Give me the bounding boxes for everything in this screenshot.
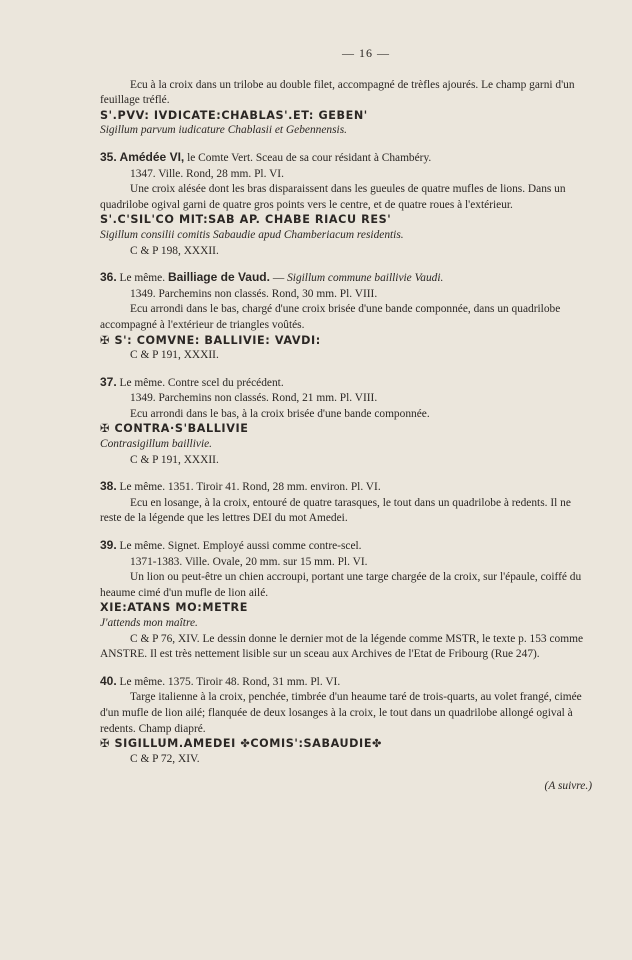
entry-35 [100, 150, 592, 259]
entry-reference: C & P 76, XIV. Le dessin donne le dernier mot de la légende comme MSTR, le texte p. 153 comme ANSTRE. Il est très nettement lisible sur un sceau aux Archives de l'Etat de Fribourg (Rue 247). [100, 632, 583, 661]
entry-description: Ecu en losange, à la croix, entouré de quatre tarasques, le tout dans un quadrilobe à redents. Il ne reste de la légende que les lettres DEI du mot Amedei. [100, 496, 571, 525]
entry-number: 40. [100, 673, 117, 688]
entry-heading [100, 674, 592, 691]
entry-heading [100, 375, 592, 392]
entry-heading [100, 479, 592, 496]
entry-description: Ecu arrondi dans le bas, chargé d'une croix brisée d'une bande componnée, dans un quadrilobe accompagné à l'extérieur de triangles voûtés. [100, 303, 561, 331]
entry-39 [100, 538, 592, 663]
entry-heading-rest: le Comte Vert. Sceau de sa cour résidant à Chambéry. [184, 151, 432, 164]
entry-heading [100, 270, 592, 287]
entry-heading-rest: Le même. Contre scel du précédent. [116, 376, 284, 389]
document-page [100, 46, 592, 795]
entry-heading-rest: Le même. Signet. Employé aussi comme contre-scel. [116, 540, 362, 553]
entry-title: Amédée VI, [119, 149, 185, 164]
entry-legend: XIE:ATANS MO:METRE [100, 601, 249, 615]
entry-translation: Contrasigillum baillivie. [100, 438, 213, 451]
entry-heading-pre: Le même. [116, 272, 168, 285]
entry-number: 35. [100, 149, 117, 164]
entry-translation: J'attends mon maître. [100, 617, 198, 629]
entry-heading [100, 150, 592, 167]
entry-reference: C & P 72, XIV. [130, 752, 200, 765]
entry-description: Targe italienne à la croix, penchée, timbrée d'un heaume taré de trois-quarts, au volet frangé, cimée d'un mufle de lion ailé; flanquée de deux losanges à la croix, le tout dans un quadrilobe allongé ogival à redents. Champ diapré. [100, 691, 582, 735]
intro-block [100, 78, 592, 139]
entry-description: Ecu arrondi dans le bas, à la croix brisée d'une bande componnée. [130, 407, 430, 420]
entry-reference: C & P 198, XXXII. [130, 244, 219, 257]
entry-number: 38. [100, 479, 117, 494]
entry-legend: ✠ CONTRA·S'BALLIVIE [100, 422, 249, 436]
entry-heading-rest: Le même. 1351. Tiroir 41. Rond, 28 mm. environ. Pl. VI. [116, 481, 381, 494]
intro-description: Ecu à la croix dans un trilobe au double filet, accompagné de trèfles ajourés. Le champ garni d'un feuillage tréflé. [100, 78, 575, 107]
entry-translation: Sigillum consilii comitis Sabaudie apud Chamberiacum residentis. [100, 228, 404, 241]
page-number: — 16 — [342, 46, 390, 60]
entry-number: 36. [100, 270, 117, 285]
entry-heading-rest: — [269, 272, 288, 285]
entry-reference: C & P 191, XXXII. [130, 453, 219, 466]
entry-legend: ✠ SIGILLUM.AMEDEI ✤COMIS':SABAUDIE✤ [100, 737, 383, 751]
to-be-continued: (A suivre.) [544, 780, 592, 793]
entry-heading-latin: Sigillum commune baillivie Vaudi. [287, 272, 444, 285]
entry-36 [100, 270, 592, 364]
entry-details: 1349. Parchemins non classés. Rond, 21 mm. Pl. VIII. [130, 392, 378, 405]
entry-description: Une croix alésée dont les bras disparaissent dans les gueules de quatre mufles de lions. Dans un quadrilobe ogival garni de quatre gros points vers le centre, et de quatre roues à l'extérieur. [100, 183, 566, 211]
intro-translation: Sigillum parvum iudicature Chablasii et Gebennensis. [100, 124, 347, 137]
entry-reference: C & P 191, XXXII. [130, 349, 219, 362]
entry-38 [100, 479, 592, 527]
entry-legend: ✠ S': COMVNE: BALLIVIE: VAVDI: [100, 333, 321, 347]
entry-37 [100, 375, 592, 469]
entry-details: 1347. Ville. Rond, 28 mm. Pl. VI. [130, 167, 284, 180]
entry-description: Un lion ou peut-être un chien accroupi, portant une targe chargée de la croix, sur l'épaule, coiffé du heaume cimé d'un mufle de lion ailé. [100, 571, 582, 599]
intro-legend: S'.PVV: IVDICATE:CHABLAS'.ET: GEBEN' [100, 108, 368, 122]
entry-number: 37. [100, 374, 117, 389]
entry-title: Bailliage de Vaud. [167, 270, 270, 285]
entry-details: 1349. Parchemins non classés. Rond, 30 mm. Pl. VIII. [130, 287, 378, 300]
entry-heading [100, 538, 592, 555]
entry-number: 39. [100, 538, 117, 553]
entry-details: 1371-1383. Ville. Ovale, 20 mm. sur 15 mm. Pl. VI. [130, 555, 368, 568]
entry-40 [100, 674, 592, 768]
entry-heading-rest: Le même. 1375. Tiroir 48. Rond, 31 mm. Pl. VI. [116, 675, 341, 688]
entry-legend: S'.C'SIL'CO MIT:SAB AP. CHABE RIACU RES' [100, 213, 392, 227]
